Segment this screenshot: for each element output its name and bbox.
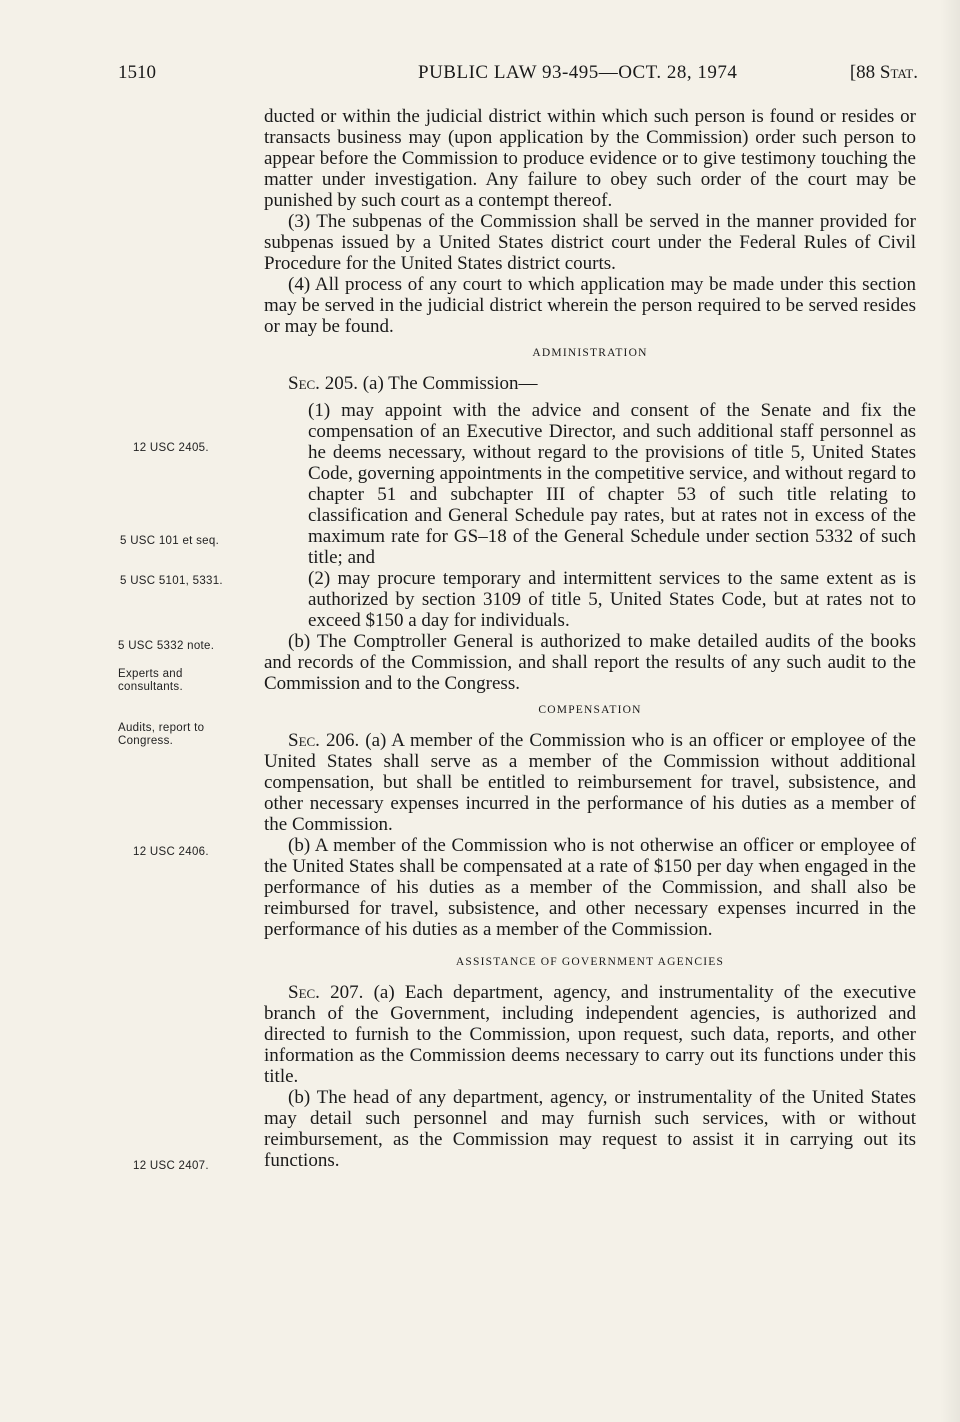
section-206-a bbox=[264, 730, 916, 835]
section-205-b: (b) The Comptroller General is authorized to make detailed audits of the books and records of the Commission, and shall report the results of any such audit to the Commission and to the Congress. bbox=[264, 631, 916, 694]
section-207-text: 207. (a) Each department, agency, and instrumentality of the executive branch of the Government, including independent agencies, is authorized and directed to furnish to the Commission, upon request, such data, reports, and other information as the Commission deems necessary to carry out its functions under this title. bbox=[264, 982, 916, 1087]
section-205-intro bbox=[264, 373, 916, 394]
section-207-b: (b) The head of any department, agency, or instrumentality of the United States may detail such personnel and may furnish such services, with or without reimbursement, as the Commission may request to assist it in carrying out its functions. bbox=[264, 1087, 916, 1171]
margin-note-usc-5332: 5 USC 5332 note. bbox=[118, 640, 215, 652]
page-header bbox=[118, 62, 918, 86]
section-207-a bbox=[264, 982, 916, 1087]
section-label: Sec. bbox=[288, 730, 320, 751]
page-number: 1510 bbox=[118, 62, 156, 83]
heading-administration: ADMINISTRATION bbox=[532, 347, 648, 359]
section-206-text: 206. (a) A member of the Commission who is an officer or employee of the United States shall serve as a member of the Commission without additional compensation, but shall be entitled to reimbursement for travel, subsistence, and other necessary expenses incurred in the performance of his duties as a member of the Commission. bbox=[264, 730, 916, 835]
section-205-text: 205. (a) The Commission— bbox=[319, 373, 538, 394]
statute-abbrev: Stat. bbox=[879, 62, 918, 83]
margin-note-audits: Audits, report to Congress. bbox=[118, 722, 205, 747]
section-205-clause-1: (1) may appoint with the advice and consent of the Senate and fix the compensation of an Executive Director, and such additional staff personnel as he deems necessary, without regard to the provisions of title 5, United States Code, governing appointments in the competitive service, and without regard to chapter 51 and subchapter III of chapter 53 of such title relating to classification and General Schedule pay rates, but at rates not in excess of the maximum rate for GS–18 of the General Schedule under section 5332 of such title; and bbox=[308, 400, 916, 568]
section-206-b: (b) A member of the Commission who is not otherwise an officer or employee of the United States shall be compensated at a rate of $150 per day when engaged in the performance of his duties as a member of the Commission, and shall also be reimbursed for travel, subsistence, and other necessary expenses incurred in the performance of his duties as a member of the Commission. bbox=[264, 835, 916, 940]
running-title: PUBLIC LAW 93-495—OCT. 28, 1974 bbox=[418, 62, 738, 83]
margin-note-experts: Experts and consultants. bbox=[118, 668, 183, 693]
margin-note-usc-2407: 12 USC 2407. bbox=[133, 1160, 209, 1172]
heading-compensation: COMPENSATION bbox=[538, 704, 642, 716]
page-edge-shadow bbox=[940, 0, 960, 1422]
statute-reference bbox=[850, 62, 918, 84]
section-label: Sec. bbox=[288, 373, 320, 394]
statute-volume: [88 bbox=[849, 62, 880, 83]
heading-assistance: ASSISTANCE OF GOVERNMENT AGENCIES bbox=[455, 956, 725, 968]
continued-paragraph: ducted or within the judicial district within which such person is found or resides or transacts business may (upon application by the Commission) order such person to appear before the Commission to produce evidence or to give testimony touching the matter under investigation. Any failure to obey such order of the court may be punished by such court as a contempt thereof. bbox=[264, 106, 916, 211]
margin-note-usc-2405: 12 USC 2405. bbox=[133, 442, 209, 454]
section-label: Sec. bbox=[288, 982, 320, 1003]
margin-note-usc-5101: 5 USC 5101, 5331. bbox=[120, 575, 223, 587]
margin-note-usc-2406: 12 USC 2406. bbox=[133, 846, 209, 858]
paragraph-4: (4) All process of any court to which application may be made under this section may be served in the judicial district wherein the person required to be served resides or may be found. bbox=[264, 274, 916, 337]
statute-body bbox=[264, 106, 916, 1171]
margin-note-usc-101: 5 USC 101 et seq. bbox=[120, 535, 220, 547]
paragraph-3: (3) The subpenas of the Commission shall be served in the manner provided for subpenas issued by a United States district court under the Federal Rules of Civil Procedure for the United States district courts. bbox=[264, 211, 916, 274]
section-205-clause-2: (2) may procure temporary and intermittent services to the same extent as is authorized by section 3109 of title 5, United States Code, but at rates not to exceed $150 a day for individuals. bbox=[308, 568, 916, 631]
